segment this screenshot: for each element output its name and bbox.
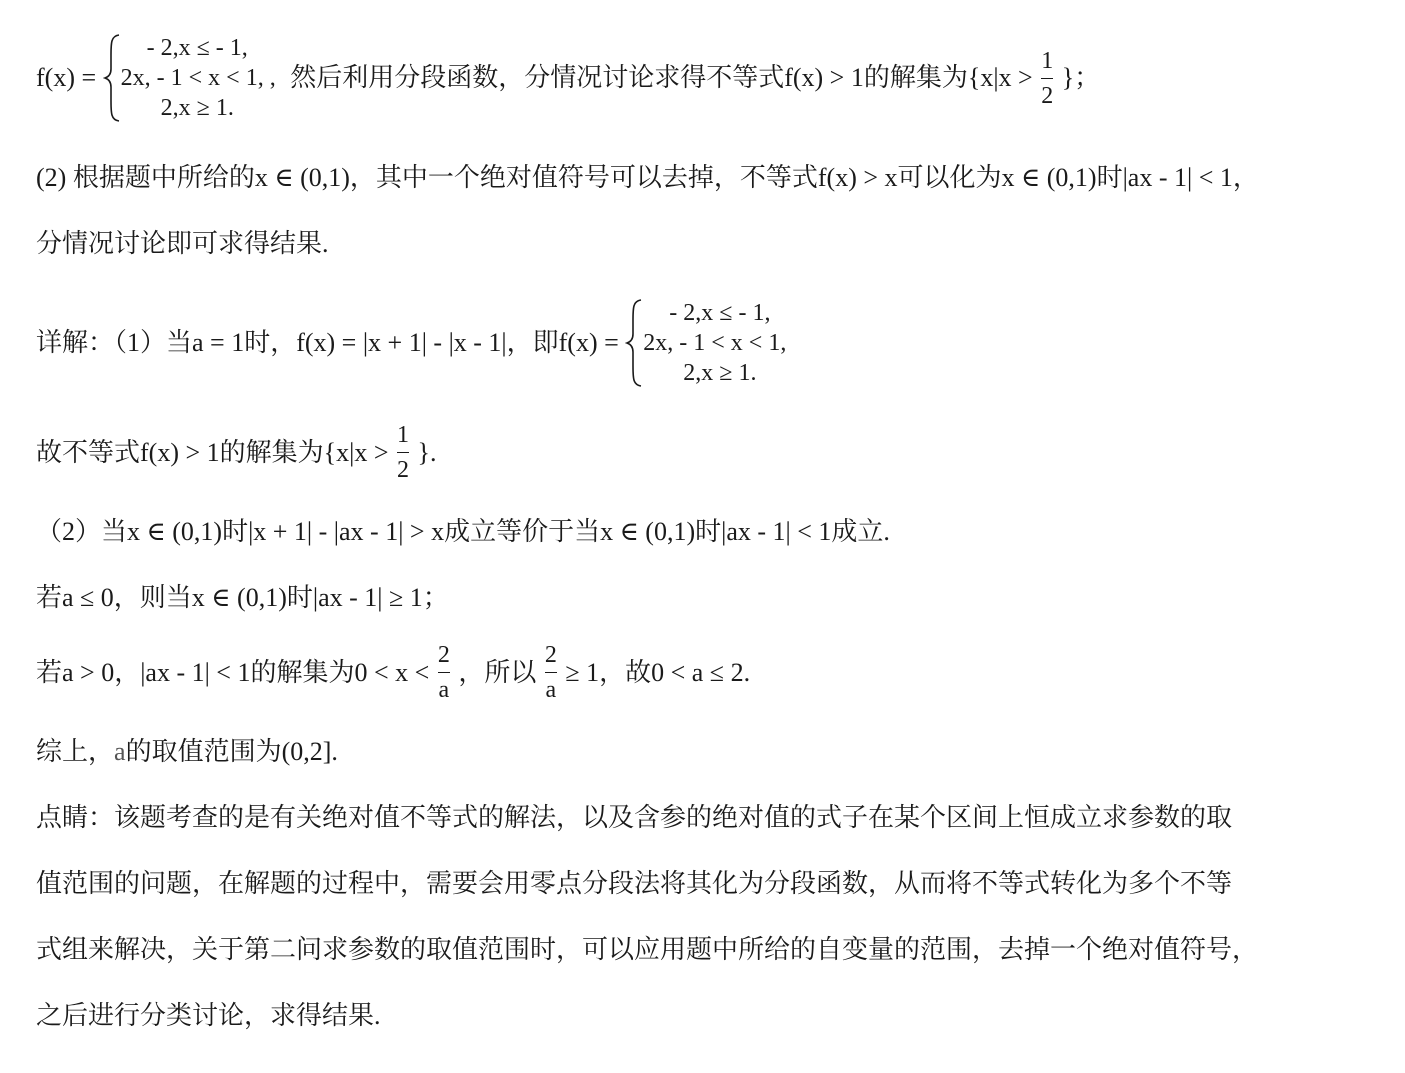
fx-prefix: f(x) = <box>36 63 97 92</box>
fraction-denominator: a <box>438 677 450 703</box>
piecewise-row: - 2,x ≤ - 1, <box>669 300 771 326</box>
comment-line-2: 值范围的问题，在解题的过程中，需要会用零点分段法将其化为分段函数，从而将不等式转化为多个不等 <box>36 869 1233 898</box>
comment-line-3: 式组来解决，关于第二问求参数的取值范围时，可以应用题中所给的自变量的范围，去掉一个绝对值符号， <box>36 935 1259 964</box>
conclusion-suffix: 的取值范围为(0,2]. <box>125 737 338 766</box>
fraction-denominator: a <box>545 677 557 703</box>
intro-line <box>36 33 1100 123</box>
intro-text-end: }； <box>1061 63 1101 92</box>
fraction-numerator: 2 <box>544 642 557 668</box>
detail-line <box>36 298 786 388</box>
case-a-positive-text: 若a > 0，|ax - 1| < 1的解集为0 < x < <box>36 657 430 687</box>
piecewise-row: 2,x ≥ 1. <box>683 360 757 386</box>
fraction-bar <box>397 452 409 453</box>
hint-line-1: (2) 根据题中所给的x ∈ (0,1)，其中一个绝对值符号可以去掉，不等式f(x) > x可以化为x ∈ (0,1)时|ax - 1| < 1， <box>36 163 1259 192</box>
conclusion-line <box>36 737 338 767</box>
fraction-denominator: 2 <box>397 457 409 483</box>
piecewise-function <box>625 298 786 388</box>
detail-text: 详解：（1）当a = 1时，f(x) = |x + 1| - |x - 1|，即f(x) = <box>36 328 619 357</box>
case-a-positive-end: ≥ 1，故0 < a ≤ 2. <box>565 657 751 687</box>
piecewise-row: - 2,x ≤ - 1, <box>146 35 248 61</box>
fraction-one-half <box>396 420 410 485</box>
result1-text-end: }. <box>417 437 437 467</box>
result1-line <box>36 420 436 485</box>
fraction-numerator: 2 <box>437 642 450 668</box>
comment-line-1: 点睛：该题考查的是有关绝对值不等式的解法，以及含参的绝对值的式子在某个区间上恒成立求参数的取 <box>36 803 1233 832</box>
conclusion-prefix: 综上， <box>36 737 115 766</box>
left-brace-icon <box>103 33 121 123</box>
piecewise-row: 2,x ≥ 1. <box>160 95 234 121</box>
fraction-bar <box>545 672 557 673</box>
comment-line-4: 之后进行分类讨论，求得结果. <box>36 1001 381 1030</box>
fraction-bar <box>438 672 450 673</box>
hint-line-2: 分情况讨论即可求得结果. <box>36 229 329 258</box>
result1-text: 故不等式f(x) > 1的解集为{x|x > <box>36 437 389 467</box>
fraction-numerator: 1 <box>1041 47 1054 74</box>
piecewise-rows <box>643 298 786 388</box>
case-a-positive-mid: ，所以 <box>458 657 537 687</box>
part2-line: （2）当x ∈ (0,1)时|x + 1| - |ax - 1| > x成立等价于当x ∈ (0,1)时|ax - 1| < 1成立. <box>36 517 890 546</box>
fraction-bar <box>1041 78 1053 79</box>
intro-text: 然后利用分段函数，分情况讨论求得不等式f(x) > 1的解集为{x|x > <box>290 63 1033 92</box>
case-a-positive <box>36 640 750 705</box>
fraction-denominator: 2 <box>1041 82 1054 109</box>
piecewise-function <box>103 33 276 123</box>
left-brace-icon <box>625 298 643 388</box>
fraction-two-over-a <box>544 640 558 705</box>
fraction-numerator: 1 <box>397 422 409 448</box>
fraction-two-over-a <box>437 640 451 705</box>
piecewise-row: 2x, - 1 < x < 1, <box>643 330 787 356</box>
piecewise-row: 2x, - 1 < x < 1, , <box>120 65 276 91</box>
case-a-nonpositive: 若a ≤ 0，则当x ∈ (0,1)时|ax - 1| ≥ 1； <box>36 583 449 612</box>
piecewise-rows <box>121 33 276 123</box>
conclusion-variable: a <box>114 737 126 766</box>
fraction-one-half <box>1040 46 1054 111</box>
